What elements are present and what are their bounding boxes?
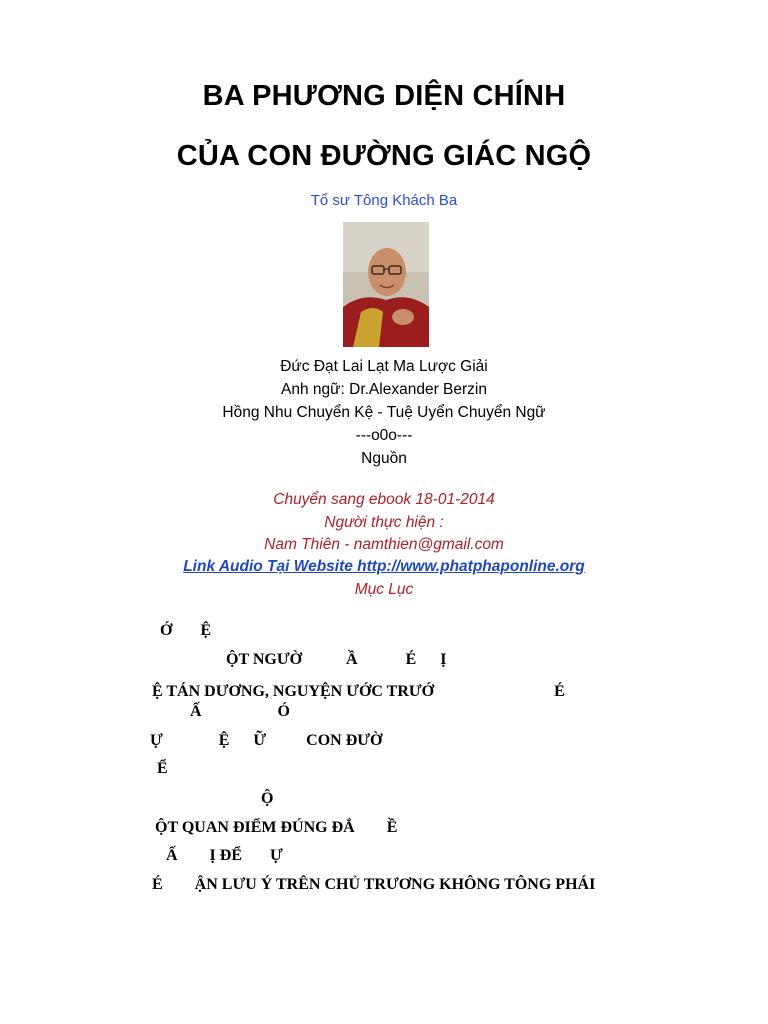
toc-entry[interactable]: Ớ Ệ [160, 622, 212, 639]
toc-entry[interactable]: Ự Ệ Ữ CON ĐƯỜ [150, 732, 383, 749]
author-name: Tổ sư Tông Khách Ba [310, 192, 458, 209]
toc-entry[interactable]: Ể [157, 760, 168, 777]
audio-link[interactable]: Link Audio Tại Website http://www.phatphaponline.org [183, 558, 585, 575]
made-by-line: Nam Thiên - namthien@gmail.com [264, 536, 504, 553]
toc-entry[interactable]: É ẬN LƯU Ý TRÊN CHỦ TRƯƠNG KHÔNG TÔNG PHÁI [152, 876, 596, 893]
ebook-date-line: Chuyển sang ebook 18-01-2014 [273, 491, 495, 508]
document-title-line1: BA PHƯƠNG DIỆN CHÍNH [202, 80, 566, 112]
portrait-photo [343, 222, 429, 347]
toc-entry[interactable]: ỘT QUAN ĐIỂM ĐÚNG ĐẮ Ề [155, 819, 398, 836]
toc-entry[interactable]: ỘT NGƯỜ Ầ É Ị [226, 651, 447, 668]
translators-line: Hồng Nhu Chuyển Kệ - Tuệ Uyển Chuyển Ngữ [222, 404, 546, 421]
english-translator-line: Anh ngữ: Dr.Alexander Berzin [281, 381, 487, 398]
source-label: Nguồn [361, 450, 407, 467]
toc-entry[interactable]: Ấ Ị ĐỂ Ự [166, 847, 283, 864]
separator: ---o0o--- [355, 427, 413, 444]
commentary-line: Đức Đạt Lai Lạt Ma Lược Giải [280, 358, 488, 375]
made-by-label: Người thực hiện : [324, 514, 444, 531]
toc-entry[interactable]: Ộ [261, 790, 274, 807]
toc-entry[interactable]: Ệ TÁN DƯƠNG, NGUYỆN ƯỚC TRƯỚ É [152, 683, 565, 700]
toc-entry[interactable]: Ấ Ó [190, 703, 290, 720]
toc-heading: Mục Lục [354, 581, 414, 598]
document-title-line2: CỦA CON ĐƯỜNG GIÁC NGỘ [176, 140, 592, 172]
